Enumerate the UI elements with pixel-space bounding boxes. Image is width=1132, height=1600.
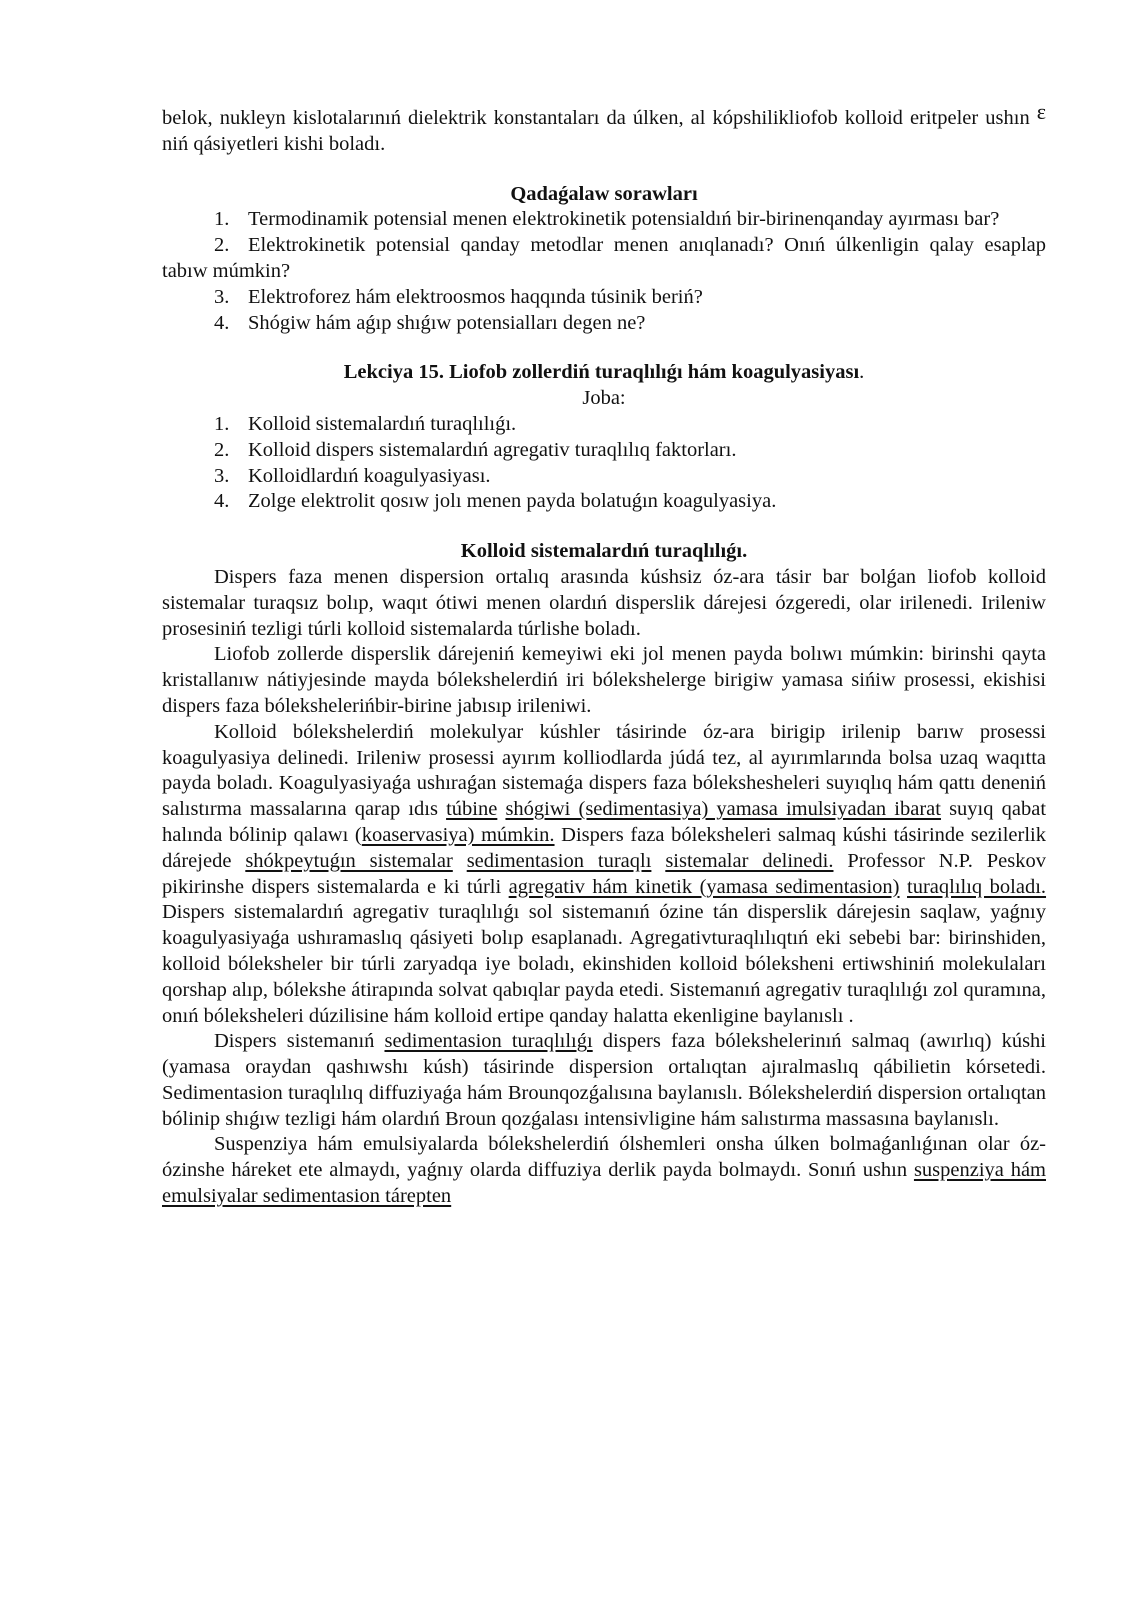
- underlined-text: sedimentasion turaqlı: [466, 849, 652, 872]
- question-text: Termodinamik potensial menen elektrokinetik potensialdıń bir-birinenqanday ayırması bar?: [248, 208, 1000, 231]
- plan-item: [162, 489, 1046, 515]
- body-paragraph-2: Liofob zollerde disperslik dárejeniń kemeyiwi eki jol menen payda bolıwı múmkin: birinshi qayta kristallanıw nátiyjesinde mayda bólekshelerdiń iri bólekshelerge birigiw yamasa sińiw prosessi, ekishisi dispers faza bólekshelerińbir-birine jabısıp irileniwi.: [162, 643, 1046, 717]
- question-item: [162, 311, 1046, 337]
- body-paragraph-3: [162, 720, 1046, 1030]
- underlined-text: shókpeytuǵın sistemalar: [245, 849, 453, 872]
- question-number: 2.: [214, 234, 230, 257]
- body-paragraph-1: Dispers faza menen dispersion ortalıq arasında kúshsiz óz-ara tásir bar bolǵan liofob kolloid sistemalar turaqsız bolıp, waqıt ótiwi menen olardıń disperslik dárejesi ózgeredi, olar irilenedi. Irileniw prosesiniń tezligi túrli kolloid sistemalarda túrlishe boladı.: [162, 565, 1046, 640]
- underlined-text: sistemalar delinedi.: [665, 849, 834, 872]
- text-run: dispers faza bólekshelerinıń salmaq (awırlıq) kúshi (yamasa oraydan qashıwshı kúsh) tásirinde dispersion ortalıqtan ajıralmaslıq qábilietin kórsetedi. Sedimentasion turaqlılıq diffuziyaǵa hám Brounqozǵalısına baylanıslı. Bólekshelerdiń dispersion ortalıqtan bólinip shıǵıw tezligi hám olardıń Broun qozǵalası intensivligine hám salıstırma massasına baylanıslı.: [162, 1030, 1046, 1130]
- text-run: Suspenziya hám emulsiyalarda bólekshelerdiń ólshemleri onsha úlken bolmaǵanlıǵınan olar óz-ózinshe háreket ete almaydı, yaǵnıy olarda diffuziya derlik payda bolmaydı. Sonıń ushın: [162, 1133, 1046, 1182]
- text-run: Dispers sistemanıń: [214, 1030, 385, 1053]
- underlined-text: koaservasiya) múmkin.: [361, 823, 555, 846]
- questions-list: [162, 207, 1046, 336]
- questions-title: Qadaǵalaw sorawları: [510, 182, 698, 205]
- question-number: 1.: [214, 208, 230, 231]
- text-run: Kolloid bólekshelerdiń molekulyar kúshler tásirinde óz-ara birigip irilenip barıw prosessi koagulyasiya delinedi. Irileniw prosessi ayırım kolliodlarda júdá tez, al ayırımlarında bolsa uzaq waqıtta payda boladı. Koagulyasiyaǵa ushıraǵan sistemaǵa dispers faza bólekshesheleri suyıqlıq hám qattı deneniń salıstırma massalarına qarap ıdıs: [162, 720, 1046, 821]
- text-run: [900, 876, 908, 898]
- underlined-text: turaqlılıq boladı.: [907, 875, 1047, 898]
- underlined-text: suspenziya hám emulsiyalar sedimentasion tárepten: [162, 1159, 1046, 1208]
- text-run: [453, 850, 467, 872]
- intro-paragraph: [162, 99, 1046, 158]
- body-paragraph-4: [162, 1029, 1046, 1132]
- question-text: Shógiw hám aǵıp shıǵıw potensialları degen ne?: [248, 311, 646, 334]
- underlined-text: sedimentasion turaqlılıǵı: [384, 1030, 593, 1053]
- question-text: Elektrokinetik potensial qanday metodlar menen anıqlanadı? Onıń úlkenligin qalay esaplap tabıw múmkin?: [162, 234, 1046, 282]
- plan-item: [162, 438, 1046, 464]
- text-run: Dispers faza bóleksheleri salmaq kúshi tásirinde sezilerlik dárejede: [162, 823, 1046, 872]
- text-run: suyıq qabat halında bólinip qalawı (: [162, 798, 1047, 846]
- underlined-text: túbine: [446, 798, 498, 821]
- plan-text: Kolloidlardıń koagulyasiyası.: [248, 464, 491, 487]
- plan-text: Kolloid dispers sistemalardıń agregativ turaqlılıq faktorları.: [248, 438, 737, 461]
- plan-number: 4.: [214, 490, 230, 513]
- plan-text: Zolge elektrolit qosıw jolı menen payda bolatuǵın koagulyasiya.: [248, 490, 777, 513]
- plan-number: 1.: [214, 412, 230, 435]
- plan-label: Joba:: [582, 387, 626, 410]
- question-number: 4.: [214, 311, 230, 334]
- text-run: Professor N.P. Peskov pikirinshe dispers sistemalarda e ki túrli: [162, 849, 1047, 898]
- intro-text-1: belok, nukleyn kislotalarınıń dielektrik konstantaları da úlken, al kópshilikliofob kolloid eritpeler ushın: [162, 107, 1037, 129]
- question-item: [162, 207, 1046, 233]
- lecture-title-period: .: [859, 361, 865, 384]
- plan-item: [162, 464, 1046, 490]
- lecture-title: [162, 360, 1046, 386]
- text-run: Dispers sistemalardıń agregativ turaqlılıǵı sol sistemanıń ózine tán disperslik dárejesin saqlaw, yaǵnıy koagulyasiyaǵa ushıramaslıq qásiyeti bolıp esaplanadı. Agregativturaqlılıqtıń eki sebebi bar: birinshiden, kolloid bóleksheler bir túrli zaryadqa iye boladı, ekinshiden kolloid bólekshenі ertiwshiniń molekulaları qorshap alıp, bólekshe átirapında solvat qabıqlar payda etedi. Sistemanıń agregativ turaqlılıǵı zol quramına, onıń bóleksheleri dúzilisine hám kolloid ertipe qanday halatta ekenligine baylanıslı .: [162, 901, 1046, 1027]
- text-run: [651, 850, 665, 872]
- plan-text: Kolloid sistemalardıń turaqlılıǵı.: [248, 412, 517, 435]
- body-paragraph-5: [162, 1132, 1046, 1209]
- plan-list: [162, 412, 1046, 515]
- underlined-text: shógiwi (sedimentasiya) yamasa imulsiyadan ibarat: [505, 798, 941, 821]
- intro-text-2: niń qásiyetleri kishi boladı.: [162, 132, 386, 155]
- epsilon-symbol: ε: [1036, 99, 1046, 124]
- document-page: [162, 99, 1047, 1210]
- section-title: Kolloid sistemalardıń turaqlılıǵı.: [460, 540, 748, 563]
- question-item: [162, 233, 1046, 285]
- underlined-text: agregativ hám kinetik (yamasa sedimentasion): [508, 875, 900, 898]
- question-item: [162, 285, 1046, 311]
- plan-item: [162, 412, 1046, 438]
- question-number: 3.: [214, 285, 230, 308]
- question-text: Elektroforez hám elektroosmos haqqında túsinik beriń?: [248, 285, 703, 308]
- plan-number: 2.: [214, 438, 230, 461]
- plan-number: 3.: [214, 464, 230, 487]
- lecture-title-text: Lekciya 15. Liofob zollerdiń turaqlılıǵı hám koagulyasiyası: [343, 361, 860, 384]
